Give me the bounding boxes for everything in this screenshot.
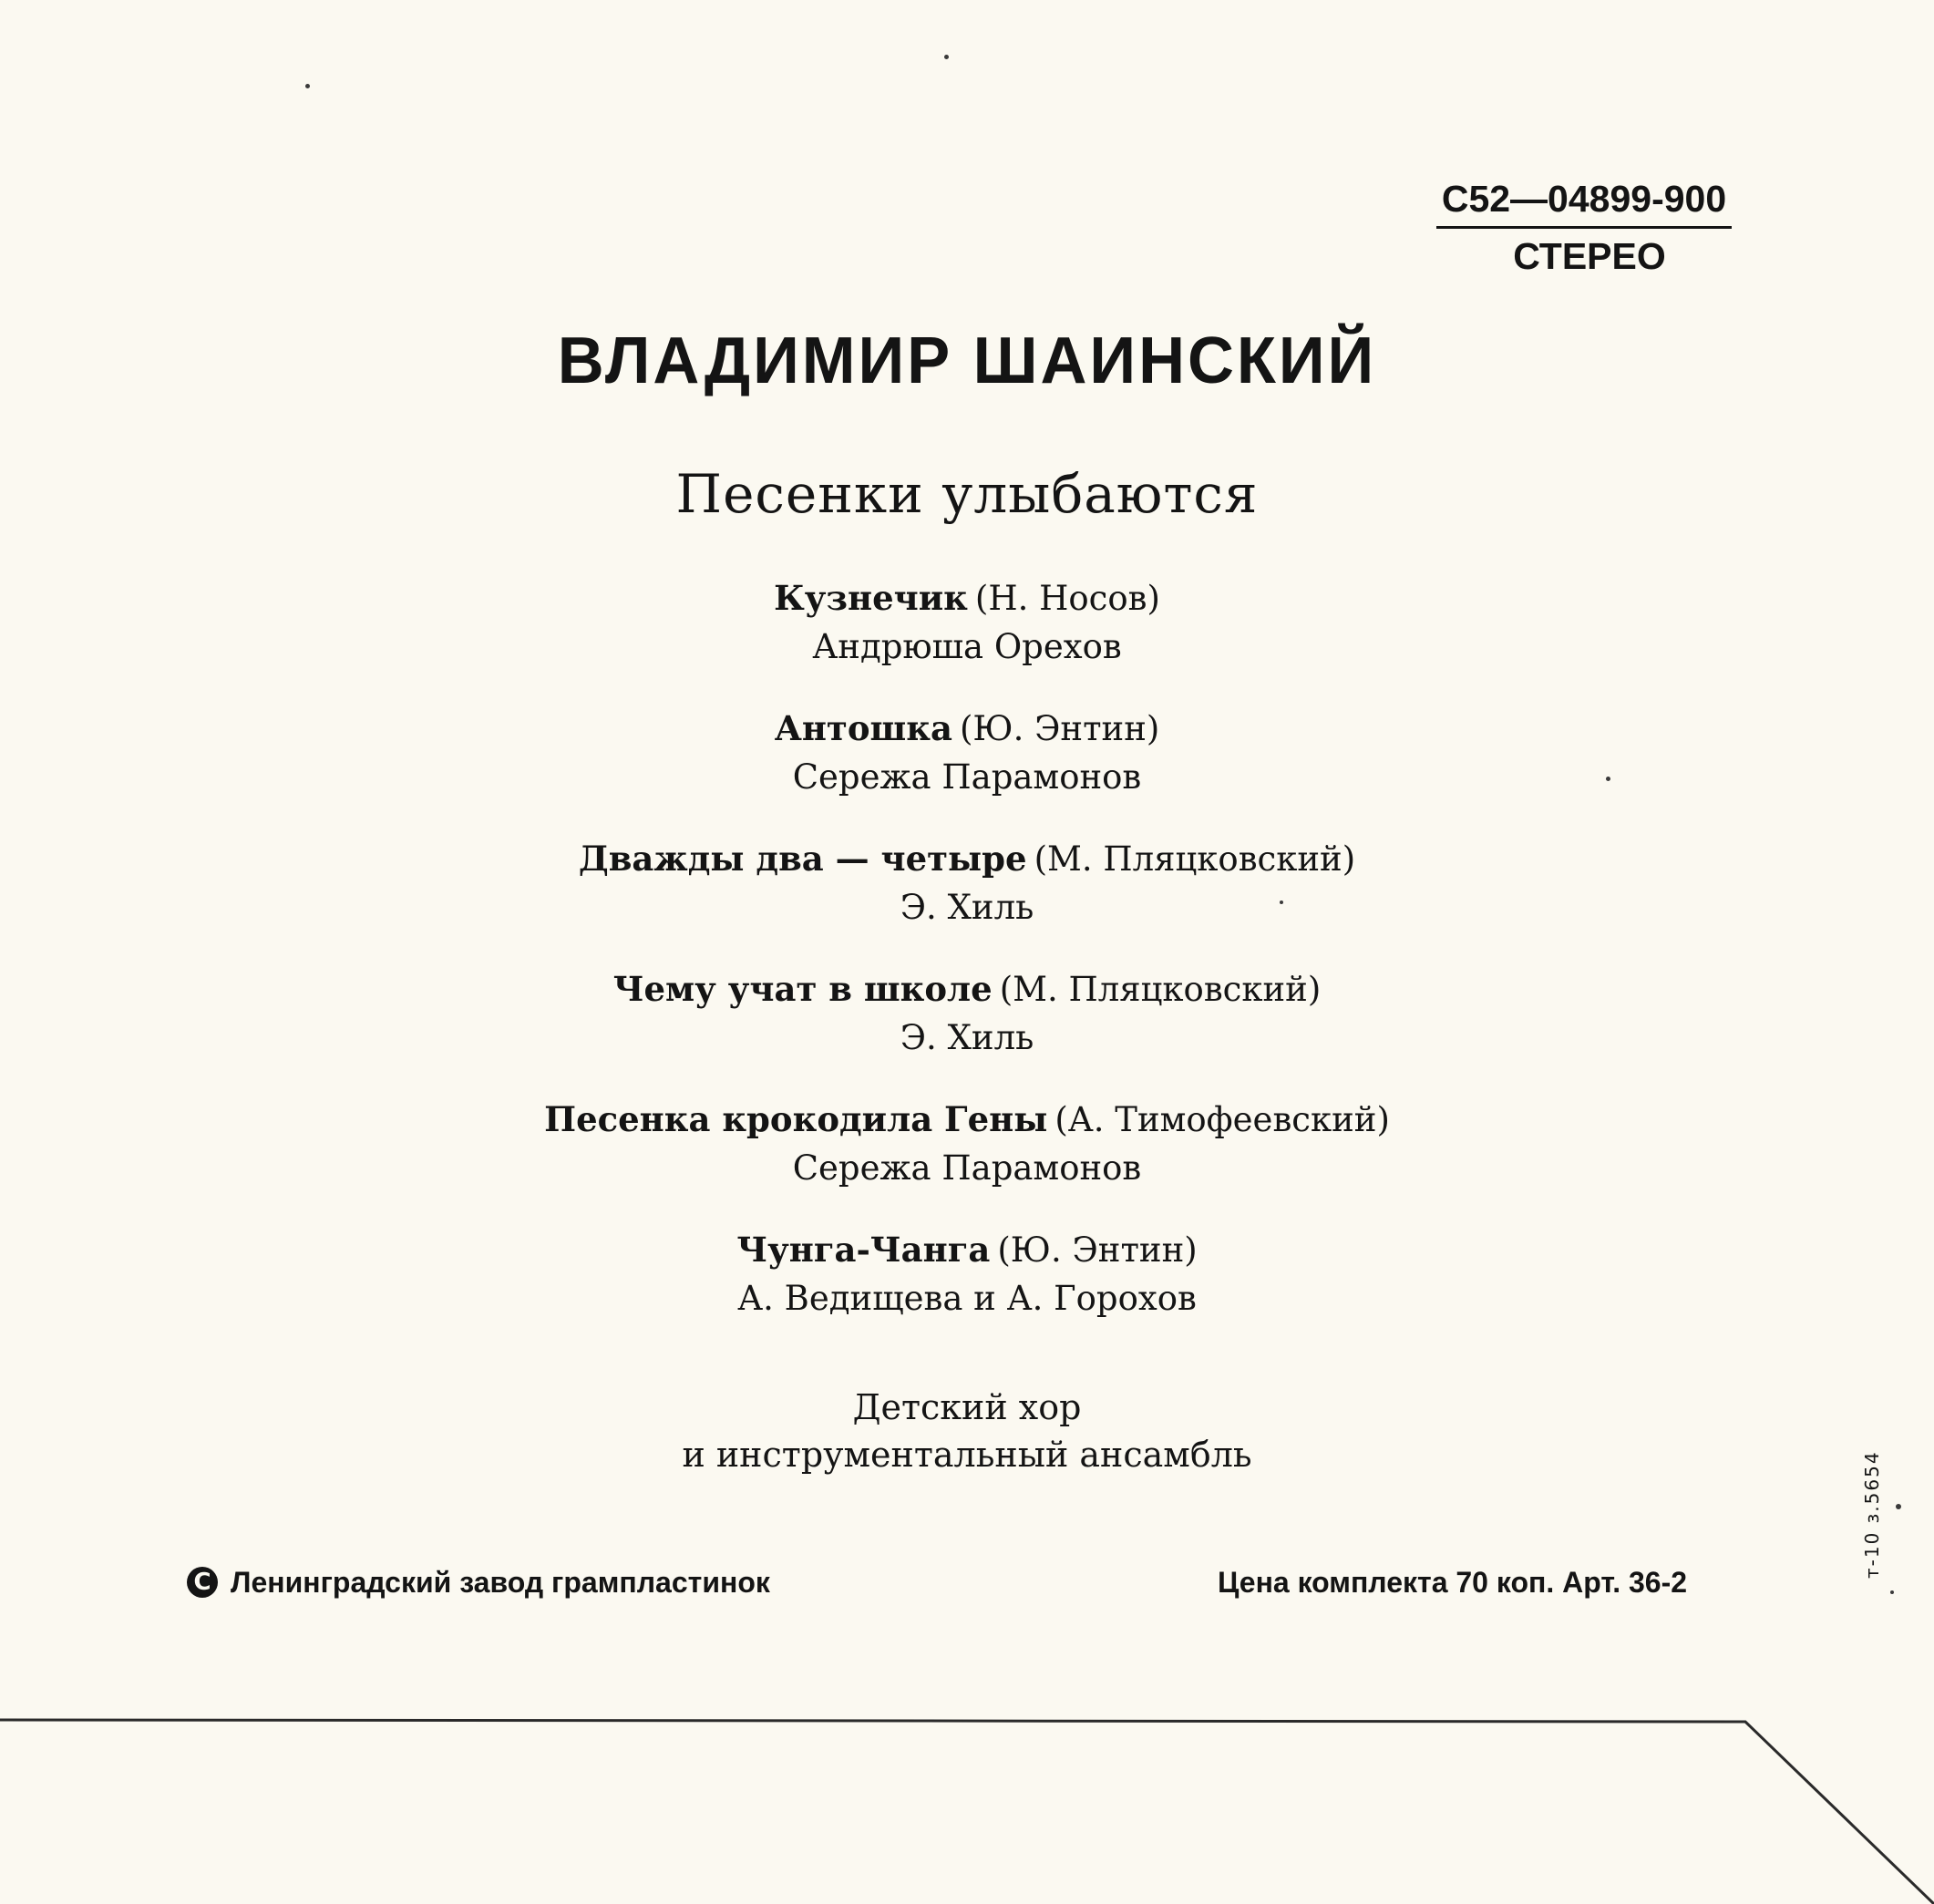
publisher-credit [187,1562,770,1602]
track-item [0,967,1934,1097]
track-lyricist: (М. Пляцковский) [1034,839,1356,879]
track-performer: Э. Хиль [900,1018,1034,1057]
print-code: т-10 з.5654 [1861,1450,1883,1579]
track-item [0,1097,1934,1228]
catalog-number: С52—04899-900 [1436,173,1732,229]
track-performer: А. Ведищева и А. Горохов [737,1279,1197,1318]
track-item [0,1228,1934,1358]
track-lyricist: (А. Тимофеевский) [1054,1100,1390,1139]
track-lyricist: (Ю. Энтин) [997,1230,1198,1270]
track-performer: Сережа Парамонов [792,757,1142,797]
track-performer: Сережа Парамонов [792,1148,1142,1188]
copyright-icon: C [187,1567,218,1598]
stereo-label: СТЕРЕО [1513,235,1666,277]
ensemble-credit [0,1384,1934,1478]
track-title: Песенка крокодила Гены [544,1099,1048,1139]
track-title: Чему учат в школе [612,969,993,1009]
track-item [0,706,1934,837]
publisher-name: Ленинградский завод грампластинок [231,1566,770,1599]
track-title: Антошка [774,708,952,748]
track-performer: Э. Хиль [900,888,1034,927]
track-title: Дважды два — четыре [578,839,1027,879]
track-title: Кузнечик [774,578,968,618]
dust-speck [944,55,949,59]
catalog-block [1436,173,1732,282]
dust-speck [1896,1504,1901,1509]
dust-speck [1890,1590,1894,1594]
track-lyricist: (Ю. Энтин) [959,709,1160,748]
track-item [0,837,1934,967]
track-performer: Андрюша Орехов [812,627,1122,666]
price-info: Цена комплекта 70 коп. Арт. 36-2 [1218,1566,1688,1599]
dust-speck [305,84,310,88]
track-lyricist: (Н. Носов) [974,579,1160,618]
track-title: Чунга-Чанга [736,1230,991,1270]
track-lyricist: (М. Пляцковский) [999,970,1322,1009]
track-list [0,576,1934,1358]
ensemble-line-2: и инструментальный ансамбль [682,1435,1252,1475]
track-item [0,576,1934,706]
composer-name: ВЛАДИМИР ШАИНСКИЙ [557,324,1377,397]
ensemble-line-1: Детский хор [852,1387,1082,1427]
album-title: Песенки улыбаются [675,463,1259,525]
